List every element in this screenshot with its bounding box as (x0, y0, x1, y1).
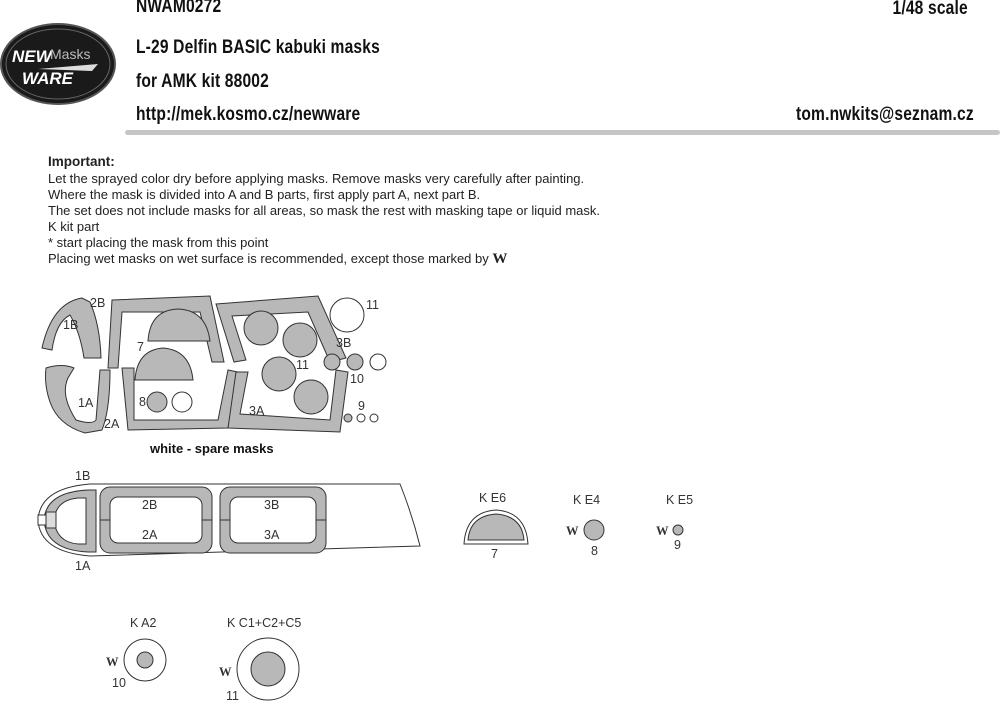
email-link[interactable]: tom.nwkits@seznam.cz (796, 104, 974, 125)
w-mark-icon: W (492, 251, 508, 267)
w-mark-icon: W (566, 524, 579, 538)
mask-11-on-c1 (251, 652, 285, 686)
mask-circle (283, 323, 317, 357)
part-e4 (584, 520, 604, 540)
w-mark-icon: W (656, 524, 669, 538)
label-2b: 2B (90, 296, 106, 310)
mask-10 (347, 354, 363, 370)
canopy-label-2b: 2B (142, 498, 158, 512)
spare-11 (330, 298, 364, 332)
spare-8 (172, 392, 192, 412)
part-kit-e4: K E4 (573, 493, 601, 507)
label-11-spare: 11 (366, 298, 379, 312)
label-2a: 2A (104, 417, 120, 431)
canopy-label-1b: 1B (75, 469, 91, 483)
logo-new: NEW (12, 47, 52, 66)
part-num-11: 11 (226, 689, 239, 703)
w-mark-icon: W (219, 665, 232, 679)
mask-circle (244, 311, 278, 345)
website-link[interactable]: http://mek.kosmo.cz/newware (136, 104, 361, 125)
logo-masks: Masks (50, 46, 91, 62)
canopy-label-3a: 3A (264, 528, 280, 542)
mask-circle (294, 380, 328, 414)
instruction-line: K kit part (48, 219, 100, 234)
scale-label: 1/48 scale (892, 0, 968, 19)
label-9: 9 (358, 399, 365, 413)
instructions-heading: Important: (48, 154, 115, 169)
mask-10-on-a2 (137, 652, 153, 668)
instruction-line: Let the sprayed color dry before applying masks. Remove masks very carefully after painting. (48, 171, 585, 186)
part-kit-e6: K E6 (479, 491, 507, 505)
instruction-line: Where the mask is divided into A and B parts, first apply part A, next part B. (48, 187, 481, 202)
canopy-label-3b: 3B (264, 498, 280, 512)
spare-9 (370, 414, 378, 422)
w-mark-icon: W (106, 655, 119, 669)
part-num-10: 10 (112, 676, 126, 690)
product-subtitle: for AMK kit 88002 (136, 71, 269, 92)
spare-9 (357, 414, 365, 422)
mask-9 (344, 414, 352, 422)
logo-ware: WARE (22, 69, 73, 88)
mask-10 (324, 354, 340, 370)
part-num-9: 9 (674, 538, 681, 552)
mask-circle (262, 357, 296, 391)
product-code: NWAM0272 (136, 0, 222, 17)
instruction-line: * start placing the mask from this point (48, 235, 269, 250)
instruction-line: The set does not include masks for all areas, so mask the rest with masking tape or liquid mask. (48, 203, 601, 218)
part-kit-a2: K A2 (130, 616, 157, 630)
mask-8 (147, 392, 167, 412)
part-kit-c1c2c5: K C1+C2+C5 (227, 616, 302, 630)
label-8: 8 (139, 395, 146, 409)
canopy-label-1a: 1A (75, 559, 91, 573)
spare-10 (370, 354, 386, 370)
part-num-7: 7 (491, 547, 498, 561)
label-3b: 3B (336, 336, 352, 350)
part-kit-e5: K E5 (666, 493, 694, 507)
label-11: 11 (296, 358, 309, 372)
label-1b: 1B (63, 318, 79, 332)
canopy-label-2a: 2A (142, 528, 158, 542)
product-title: L-29 Delfin BASIC kabuki masks (136, 37, 380, 58)
label-10: 10 (350, 372, 364, 386)
label-3a: 3A (249, 404, 265, 418)
label-7: 7 (137, 340, 144, 354)
instruction-text: Placing wet masks on wet surface is recommended, except those marked by (48, 251, 489, 266)
mask-3b (216, 296, 346, 362)
part-num-8: 8 (591, 544, 598, 558)
spare-note: white - spare masks (150, 441, 274, 456)
canopy-diagram (38, 484, 420, 556)
label-1a: 1A (78, 396, 94, 410)
part-e5 (673, 525, 683, 535)
